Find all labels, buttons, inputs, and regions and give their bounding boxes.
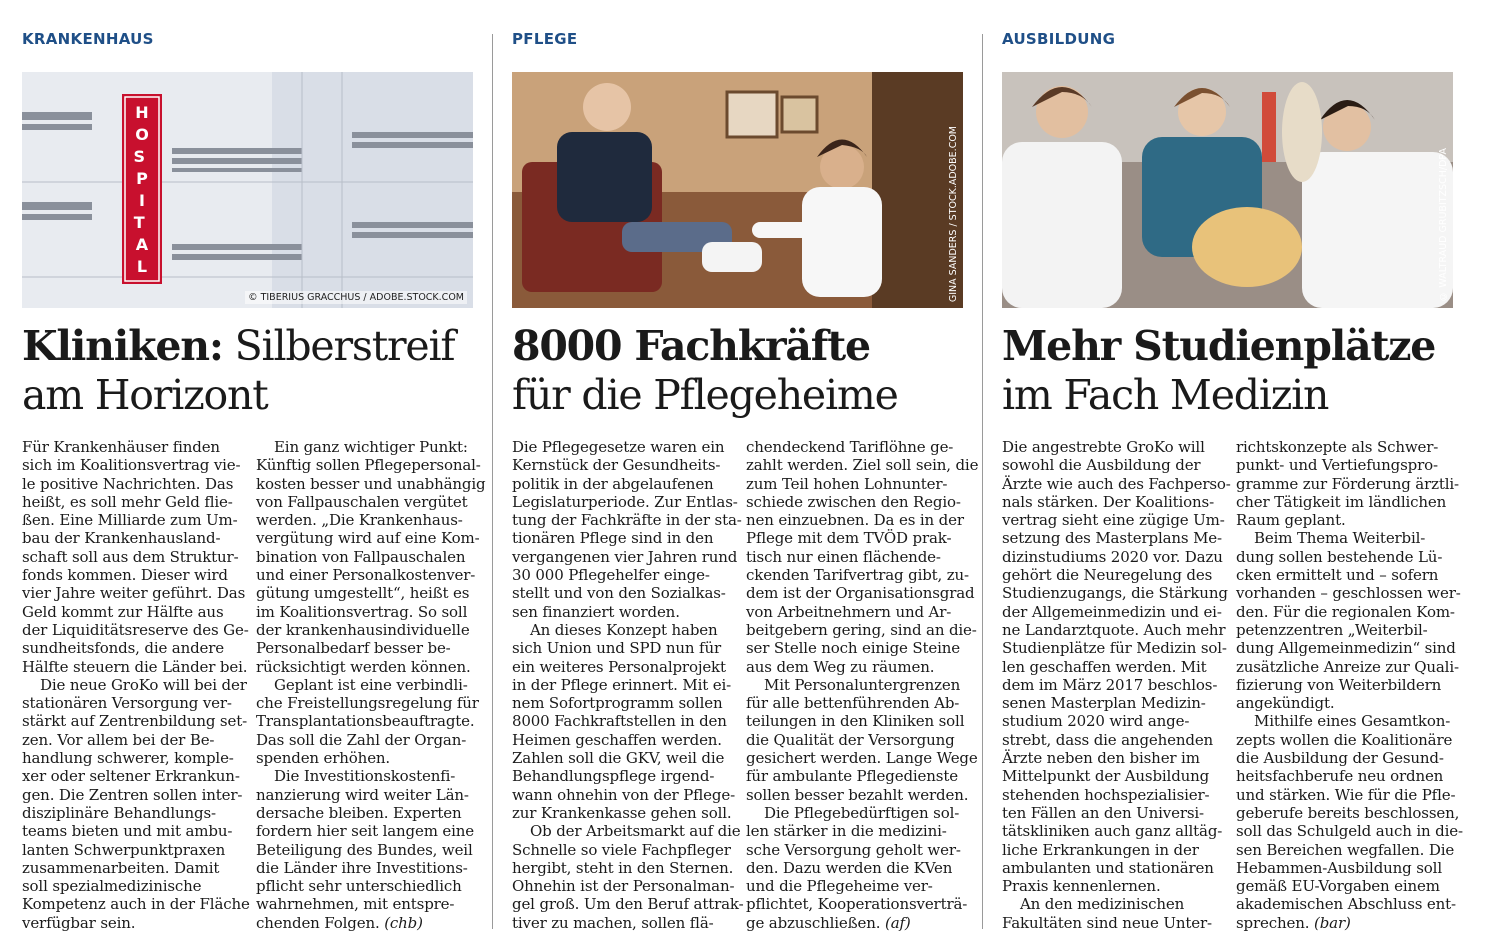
text-line: der Liquiditätsreserve des Ge-: [22, 620, 249, 639]
text-line: ne Landarztquote. Auch mehr: [1002, 620, 1226, 639]
text-line: werden. „Die Krankenhaus-: [256, 511, 463, 530]
text-line: len stärker in die medizini-: [746, 822, 947, 841]
text-line: bination von Fallpauschalen: [256, 547, 466, 566]
article-krankenhaus: [22, 0, 486, 941]
text-line: hergibt, steht in den Sternen.: [512, 858, 734, 877]
text-line: Ärzte wie auch des Fachperso-: [1002, 474, 1231, 493]
text-line: zahlt werden. Ziel soll sein, die: [746, 456, 979, 475]
text-line: Pflege mit dem TVÖD prak-: [746, 529, 952, 548]
body-column-2: [1236, 438, 1463, 932]
text-line: wann ohnehin von der Pflege-: [512, 785, 736, 804]
text-line: den. Für die regionalen Kom-: [1236, 602, 1455, 621]
text-line: für alle bettenführenden Ab-: [746, 694, 960, 713]
text-line: sundheitsfonds, die andere: [22, 639, 225, 658]
text-line: heißt, es soll mehr Geld flie-: [22, 492, 233, 511]
body-column-1: [22, 438, 250, 932]
text-line: che Freistellungsregelung für: [256, 694, 479, 713]
text-line: sprechen. (bar): [1236, 913, 1351, 932]
text-line: die Länder ihre Investitions-: [256, 858, 468, 877]
text-line: schiede zwischen den Regio-: [746, 492, 961, 511]
text-line: fordern hier seit langem eine: [256, 822, 475, 841]
text-line: 8000 Fachkraftstellen in den: [512, 712, 727, 731]
body-column-1: [1002, 438, 1231, 932]
text-line: gramme zur Förderung ärztli-: [1236, 474, 1459, 493]
text-line: den. Dazu werden die KVen: [746, 858, 953, 877]
text-line: Transplantationsbeauftragte.: [256, 712, 475, 731]
text-line: Studienzugangs, die Stärkung: [1002, 584, 1228, 603]
text-line: zur Krankenkasse gehen soll.: [512, 803, 732, 822]
medical-students-photo: [1002, 72, 1453, 308]
headline: Kliniken: Silberstreif am Horizont: [22, 322, 455, 419]
text-line: nem Sofortprogramm sollen: [512, 694, 723, 713]
text-line: und die Pflegeheime ver-: [746, 877, 933, 896]
text-line: fonds kommen. Dieser wird: [22, 566, 228, 585]
text-line: xer oder seltener Erkrankun-: [22, 767, 240, 786]
text-line: handlung schwerer, komple-: [22, 749, 234, 768]
text-line: Die angestrebte GroKo will: [1002, 438, 1205, 456]
text-line: cher Tätigkeit im ländlichen: [1236, 492, 1447, 511]
text-line: ein weiteres Personalprojekt: [512, 657, 726, 676]
text-line: gesichert werden. Lange Wege: [746, 749, 978, 768]
text-line: sowohl die Ausbildung der: [1002, 456, 1201, 475]
text-line: Legislaturperiode. Zur Entlas-: [512, 492, 738, 511]
text-line: fizierung von Weiterbildern: [1236, 675, 1442, 694]
text-line: sen Bereichen wegfallen. Die: [1236, 840, 1455, 859]
text-line: Heimen geschaffen werden.: [512, 730, 722, 749]
text-line: sen finanziert worden.: [512, 602, 680, 621]
photo-credit: © TIBERIUS GRACCHUS / ADOBE.STOCK.COM: [245, 291, 467, 304]
text-line: stärkt auf Zentrenbildung set-: [22, 712, 248, 731]
text-line: geberufe bereits beschlossen,: [1236, 803, 1460, 822]
text-line: der Allgemeinmedizin und ei-: [1002, 602, 1222, 621]
text-line: Ob der Arbeitsmarkt auf die: [530, 822, 741, 841]
text-line: und einer Personalkostenver-: [256, 566, 476, 585]
text-line: verfügbar sein.: [22, 913, 136, 932]
article-ausbildung: [1002, 0, 1463, 941]
text-line: studium 2020 wird ange-: [1002, 712, 1190, 731]
headline: Mehr Studienplätze im Fach Medizin: [1002, 322, 1436, 419]
text-line: politik in der abgelaufenen: [512, 474, 714, 493]
svg-text:HOS PIT AL: H O S P I T A L: [133, 103, 149, 276]
text-line: Die Pflegebedürftigen sol-: [764, 803, 960, 822]
text-line: strebt, dass die angehenden: [1002, 730, 1214, 749]
text-line: lanten Schwerpunktpraxen: [22, 840, 226, 859]
text-line: dem ist der Organisationsgrad: [746, 584, 975, 603]
text-line: Ohnehin ist der Personalman-: [512, 877, 735, 896]
text-line: chendeckend Tariflöhne ge-: [746, 438, 954, 456]
text-line: der krankenhausindividuelle: [256, 620, 470, 639]
text-line: in der Pflege erinnert. Mit ei-: [512, 675, 732, 694]
text-line: 30 000 Pflegehelfer einge-: [512, 566, 710, 585]
text-line: Beim Thema Weiterbil-: [1254, 529, 1426, 548]
text-line: ten Fällen an den Universi-: [1002, 803, 1204, 822]
text-line: spenden erhöhen.: [256, 749, 391, 768]
nurse-patient-photo: [512, 72, 963, 308]
text-line: Kernstück der Gesundheits-: [512, 456, 721, 475]
text-line: disziplinäre Behandlungs-: [22, 803, 216, 822]
text-line: die Qualität der Versorgung: [746, 730, 955, 749]
text-line: tionären Pflege sind in den: [512, 529, 714, 548]
text-line: dersache bleiben. Experten: [256, 803, 462, 822]
text-line: sich im Koalitionsvertrag vie-: [22, 456, 241, 475]
text-line: gemäß EU-Vorgaben einem: [1236, 877, 1440, 896]
text-line: von Fallpauschalen vergütet: [256, 492, 468, 511]
text-line: tung der Fachkräfte in der sta-: [512, 511, 742, 530]
text-line: ambulanten und stationären: [1002, 858, 1214, 877]
text-line: Personalbedarf besser be-: [256, 639, 451, 658]
body-column-2: [256, 438, 486, 932]
text-line: nals stärken. Der Koalitions-: [1002, 492, 1215, 511]
text-line: zen. Vor allem bei der Be-: [22, 730, 215, 749]
author-signature: (bar): [1314, 913, 1351, 932]
text-line: vertrag sieht eine zügige Um-: [1002, 511, 1225, 530]
text-line: teams bieten und mit ambu-: [22, 822, 233, 841]
text-line: tiver zu machen, sollen flä-: [512, 913, 714, 932]
text-line: stationären Versorgung ver-: [22, 694, 232, 713]
text-line: petenzzentren „Weiterbil-: [1236, 620, 1428, 639]
text-line: le positive Nachrichten. Das: [22, 474, 234, 493]
text-line: tisch nur einen flächende-: [746, 547, 941, 566]
text-line: ser Stelle noch einige Steine: [746, 639, 960, 658]
author-signature: (chb): [384, 913, 423, 932]
text-line: Geplant ist eine verbindli-: [274, 675, 468, 694]
text-line: liche Erkrankungen in der: [1002, 840, 1199, 859]
section-kicker: KRANKENHAUS: [22, 30, 154, 48]
text-line: Ärzte neben den bisher im: [1002, 749, 1200, 768]
text-line: setzung des Masterplans Me-: [1002, 529, 1222, 548]
text-line: teilungen in den Kliniken soll: [746, 712, 965, 731]
photo-credit: GINA SANDERS / STOCK.ADOBE.COM: [948, 125, 959, 302]
section-kicker: AUSBILDUNG: [1002, 30, 1116, 48]
text-line: Die neue GroKo will bei der: [40, 675, 247, 694]
text-line: senen Masterplan Medizin-: [1002, 694, 1206, 713]
text-line: Beteiligung des Bundes, weil: [256, 840, 473, 859]
text-line: für ambulante Pflegedienste: [746, 767, 958, 786]
text-line: Mittelpunkt der Ausbildung: [1002, 767, 1210, 786]
text-line: angekündigt.: [1236, 694, 1335, 713]
text-line: Mithilfe eines Gesamtkon-: [1254, 712, 1451, 731]
text-line: vergangenen vier Jahren rund: [512, 547, 738, 566]
text-line: gel groß. Um den Beruf attrak-: [512, 895, 744, 914]
text-line: dizinstudiums 2020 vor. Dazu: [1002, 547, 1223, 566]
text-line: die Ausbildung der Gesund-: [1236, 749, 1444, 768]
text-line: len geschaffen werden. Mit: [1002, 657, 1207, 676]
text-line: schaft soll aus dem Struktur-: [22, 547, 239, 566]
author-signature: (af): [885, 913, 911, 932]
text-line: pflichtet, Kooperationsverträ-: [746, 895, 968, 914]
text-line: gütung umgestellt“, heißt es: [256, 584, 470, 603]
text-line: beitgebern gering, sind an die-: [746, 620, 977, 639]
article-pflege: [512, 0, 979, 941]
text-line: dung Allgemeinmedizin“ sind: [1236, 639, 1456, 658]
column-divider: [982, 34, 983, 929]
photo-credit: © WALTRAUD GRUBITZSCH/DPA: [1438, 148, 1449, 302]
text-line: soll das Schulgeld auch in die-: [1236, 822, 1463, 841]
text-line: Die Pflegegesetze waren ein: [512, 438, 725, 456]
text-line: heitsfachberufe neu ordnen: [1236, 767, 1444, 786]
text-line: sche Versorgung geholt wer-: [746, 840, 961, 859]
text-line: ßen. Eine Milliarde zum Um-: [22, 511, 238, 530]
text-line: nanzierung wird weiter Län-: [256, 785, 469, 804]
text-line: stellt und von den Sozialkas-: [512, 584, 726, 603]
text-line: pflicht sehr unterschiedlich: [256, 877, 462, 896]
text-line: Studienplätze für Medizin sol-: [1002, 639, 1227, 658]
text-line: tätskliniken auch ganz alltäg-: [1002, 822, 1223, 841]
text-line: An den medizinischen: [1020, 895, 1185, 914]
text-line: Ein ganz wichtiger Punkt:: [274, 438, 468, 456]
body-column-2: [746, 438, 979, 932]
text-line: Hebammen-Ausbildung soll: [1236, 858, 1442, 877]
text-line: akademischen Abschluss ent-: [1236, 895, 1456, 914]
column-divider: [492, 34, 493, 929]
text-line: bau der Krankenhausland-: [22, 529, 221, 548]
text-line: Kompetenz auch in der Fläche: [22, 895, 250, 914]
text-line: Fakultäten sind neue Unter-: [1002, 913, 1212, 932]
text-line: ckenden Tarifvertrag gibt, zu-: [746, 566, 969, 585]
text-line: rücksichtigt werden können.: [256, 657, 471, 676]
text-line: vergütung wird auf eine Kom-: [256, 529, 480, 548]
text-line: von Arbeitnehmern und Ar-: [746, 602, 952, 621]
text-line: Für Krankenhäuser finden: [22, 438, 220, 456]
hospital-building-photo: [22, 72, 473, 308]
text-line: An dieses Konzept haben: [530, 620, 718, 639]
text-line: Das soll die Zahl der Organ-: [256, 730, 467, 749]
text-line: zepts wollen die Koalitionäre: [1236, 730, 1453, 749]
text-line: Schnelle so viele Fachpfleger: [512, 840, 731, 859]
text-line: punkt- und Vertiefungspro-: [1236, 456, 1438, 475]
text-line: sich Union und SPD nun für: [512, 639, 721, 658]
text-line: und stärken. Wie für die Pfle-: [1236, 785, 1456, 804]
body-column-1: [512, 438, 744, 932]
text-line: stehenden hochspezialisier-: [1002, 785, 1210, 804]
text-line: Mit Personaluntergrenzen: [764, 675, 961, 694]
text-line: Hälfte steuern die Länder bei.: [22, 657, 248, 676]
text-line: dung sollen bestehende Lü-: [1236, 547, 1443, 566]
text-line: richtskonzepte als Schwer-: [1236, 438, 1439, 456]
text-line: vorhanden – geschlossen wer-: [1236, 584, 1461, 603]
text-line: aus dem Weg zu räumen.: [746, 657, 935, 676]
section-kicker: PFLEGE: [512, 30, 578, 48]
text-line: im Koalitionsvertrag. So soll: [256, 602, 468, 621]
text-line: zum Teil hohen Lohnunter-: [746, 474, 948, 493]
text-line: Praxis kennenlernen.: [1002, 877, 1161, 896]
text-line: zusammenarbeiten. Damit: [22, 858, 220, 877]
text-line: cken ermittelt und – sofern: [1236, 566, 1439, 585]
text-line: dem im März 2017 beschlos-: [1002, 675, 1218, 694]
text-line: chenden Folgen. (chb): [256, 913, 423, 932]
text-line: Behandlungspflege irgend-: [512, 767, 715, 786]
text-line: zusätzliche Anreize zur Quali-: [1236, 657, 1459, 676]
text-line: Zahlen soll die GKV, weil die: [512, 749, 725, 768]
text-line: soll spezialmedizinische: [22, 877, 202, 896]
headline: 8000 Fachkräfte für die Pflegeheime: [512, 322, 898, 419]
text-line: gehört die Neuregelung des: [1002, 566, 1213, 585]
text-line: nen einzuebnen. Da es in der: [746, 511, 964, 530]
text-line: Geld kommt zur Hälfte aus: [22, 602, 224, 621]
text-line: ge abzuschließen. (af): [746, 913, 911, 932]
text-line: kosten besser und unabhängig: [256, 474, 486, 493]
text-line: Künftig sollen Pflegepersonal-: [256, 456, 481, 475]
text-line: vier Jahre weiter geführt. Das: [22, 584, 246, 603]
text-line: gen. Die Zentren sollen inter-: [22, 785, 243, 804]
text-line: Raum geplant.: [1236, 511, 1346, 530]
text-line: sollen besser bezahlt werden.: [746, 785, 969, 804]
text-line: wahrnehmen, mit entspre-: [256, 895, 455, 914]
text-line: Die Investitionskostenfi-: [274, 767, 456, 786]
